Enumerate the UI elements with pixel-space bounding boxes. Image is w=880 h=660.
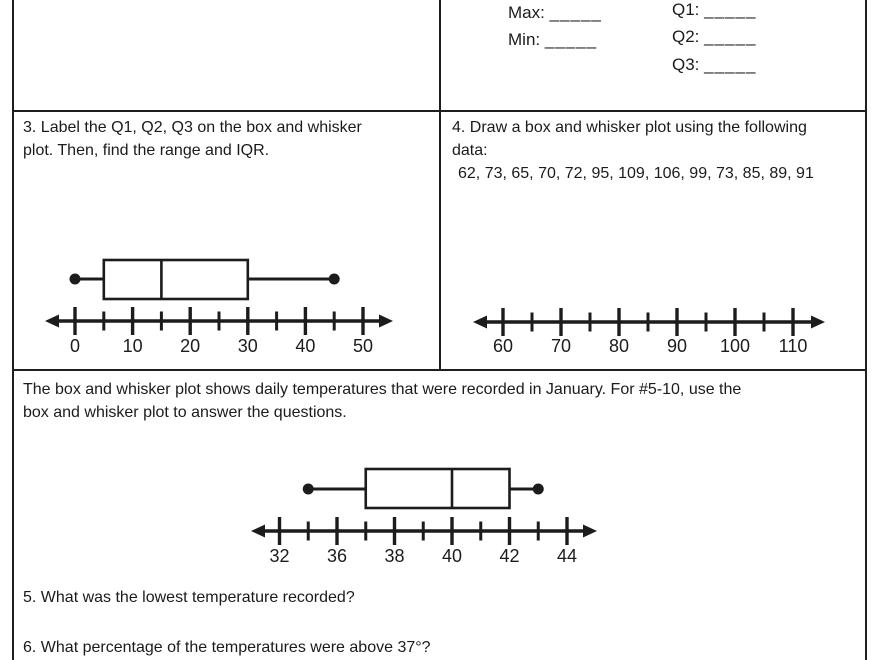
q2-label: Q2: — [672, 27, 700, 46]
temps-plot-tick-label: 36 — [326, 546, 348, 566]
q4-numberline-tick-label: 80 — [608, 336, 630, 356]
min-label: Min: — [508, 30, 541, 49]
temps-plot-box — [366, 469, 510, 508]
q1-answer-blank: _____ — [704, 0, 757, 19]
temps-plot-tick-label: 38 — [384, 546, 405, 566]
q4-numberline-left-arrow-icon — [473, 316, 487, 329]
q3-plot-tick-label: 20 — [180, 336, 201, 356]
q3-plot-tick-label: 30 — [237, 336, 258, 356]
q3-plot-min-dot — [70, 274, 81, 285]
question6-text: 6. What percentage of the temperatures were above 37°? — [23, 639, 431, 656]
max-answer-blank: _____ — [549, 3, 602, 22]
q3-label: Q3: — [672, 55, 700, 74]
question4-data-values: 62, 73, 65, 70, 72, 95, 109, 106, 99, 73, 85, 89, 91 — [458, 165, 814, 182]
q4-numberline-tick-label: 60 — [492, 336, 514, 356]
temps-plot-max-dot — [533, 484, 544, 495]
q3-plot-tick-label: 0 — [69, 336, 81, 356]
section-intro-line2: box and whisker plot to answer the questions. — [23, 404, 347, 421]
question3-text-line2: plot. Then, find the range and IQR. — [23, 142, 270, 159]
q4-numberline-tick-label: 100 — [719, 336, 751, 356]
q3-plot-tick-label: 50 — [352, 336, 374, 356]
temps-plot-left-arrow-icon — [251, 525, 265, 538]
q4-numberline-right-arrow-icon — [811, 316, 825, 329]
q3-plot-left-arrow-icon — [45, 315, 59, 328]
q3-plot-max-dot — [329, 274, 340, 285]
temps-plot-tick-label: 44 — [556, 546, 578, 566]
q3-plot-right-arrow-icon — [379, 315, 393, 328]
section-intro-line1: The box and whisker plot shows daily temperatures that were recorded in January. For #5-10, use the — [23, 381, 742, 398]
temps-plot-tick-label: 32 — [269, 546, 290, 566]
temps-plot-min-dot — [303, 484, 314, 495]
question3-text-line1: 3. Label the Q1, Q2, Q3 on the box and whisker — [23, 119, 362, 136]
question4-text-line2: data: — [452, 142, 488, 159]
min-answer-blank: _____ — [544, 30, 598, 49]
q4-numberline-tick-label: 70 — [550, 336, 572, 356]
temps-plot-tick-label: 40 — [441, 546, 463, 566]
q3-answer-blank: _____ — [704, 55, 757, 74]
question4-text-line1: 4. Draw a box and whisker plot using the following — [452, 119, 807, 136]
q2-answer-blank: _____ — [704, 27, 757, 46]
temps-plot-tick-label: 42 — [499, 546, 520, 566]
q4-numberline-tick-label: 110 — [778, 336, 808, 356]
q3-plot-tick-label: 10 — [122, 336, 143, 356]
q3-plot-box — [104, 260, 248, 299]
q1-label: Q1: — [672, 0, 700, 19]
q3-plot-tick-label: 40 — [295, 336, 316, 356]
max-label: Max: — [508, 3, 545, 22]
question5-text: 5. What was the lowest temperature recorded? — [23, 589, 355, 606]
temps-plot-right-arrow-icon — [583, 525, 597, 538]
q4-numberline-tick-label: 90 — [666, 336, 688, 356]
